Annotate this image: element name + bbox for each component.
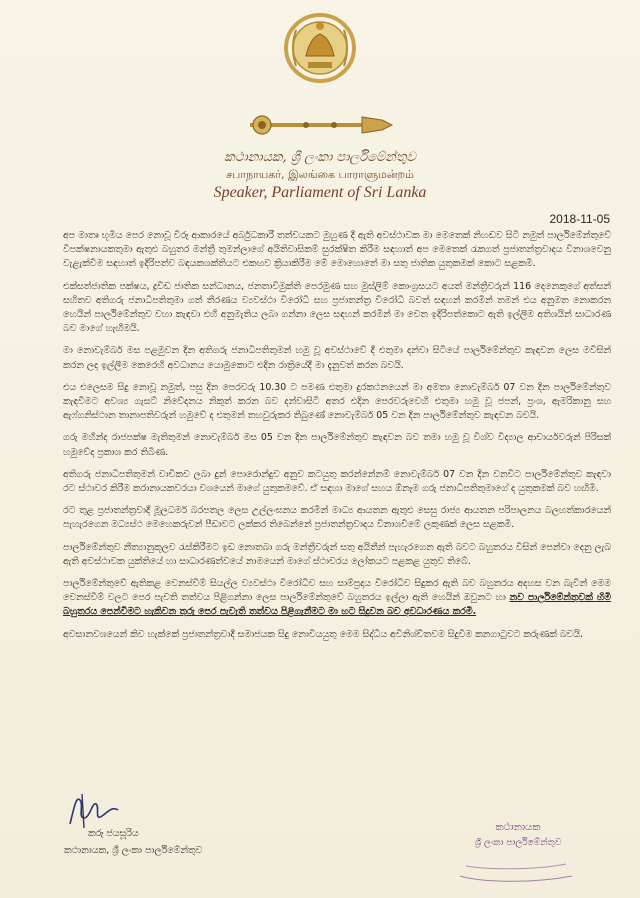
letterhead-sinhala: කථානායක, ශ්‍රී ලංකා පාර්ලිමේන්තුව (224, 150, 416, 165)
handwritten-signature (62, 788, 142, 832)
seal-line-1: කථානායක (495, 822, 541, 833)
paragraph-3: මා නොවැම්බර් මස පළමුවන දින අතිගරු ජනාධිපතිතුමන් හමු වූ අවස්ථාවේ දී එතුමා දන්වා සිටියේ පාර්ලිමේන්තුව කැඳවන ලෙස මවිසින් කරන ලද ඉල්ලීම කෙරෙහි අවධානය යොමුකොට එදින රාත්‍රියේදී මා දැනුවත් කරන බවයි. (63, 345, 611, 371)
paragraph-5: ගරු මහින්ද රාජපක්ෂ මැතිතුමන් නොවැම්බර් මස 05 වන දින පාර්ලිමේන්තුව කැඳවන බව තමා හමු වූ විශ්ව විද්‍යාල ආචාර්යවරුන් පිරිසක් හමුවේද ප්‍රකාශ කර තිබිණ. (63, 432, 611, 458)
paragraph-9-emphasis: නව පාර්ලිමේන්තුවක් හිමි බහුතරය පෙන්වීමට හැකිවන තුරු පෙර පැවැති තත්වය පිළිගැනීමට මා හට සිදුවන බව අවධාරණය කරමි. (63, 592, 611, 618)
letterhead-tamil: சபாநாயகர், இலங்கை பாராளுமன்றம் (226, 168, 414, 181)
paragraph-2: එක්සත්ජාතික පක්ෂය, ද්‍රවිඩ ජාතික සන්ධානය, ජනතාවිමුක්ති පෙරමුණ සහ මුස්ලිම් කොංග්‍රසයට අයත් මන්ත්‍රීවරුන් 116 දෙනෙකුගේ අත්සන් සහිතව අතිගරු ජනාධිපතිතුමා ගත් තීරණය ව්‍යවස්ථා විරෝධී සහ ප්‍රජාතන්ත්‍ර විරෝධී බවත් සඳහන් කරමින් තමන් එය අනුමත නොකරන හෙයින් පාර්ලිමේන්තුව වහා කැඳවා එහි අනුමැතිය ලබා ගන්නා ලෙස සඳහන් කරමින් මා වෙත ඉදිරිපත්කොට ඇති ඉල්ලීම අතිශයින් සාධාරණ බව මාගේ හැඟීමයි. (63, 280, 611, 335)
letter-body (63, 229, 611, 650)
paragraph-9 (63, 577, 611, 620)
paragraph-8: පාර්ලිමේන්තුව නීත්‍යානුකූලව රැස්කිරීමට ඉඩ නොතබා ගරු මන්ත්‍රීවරුන් සතු අයිතීන් පැහැරගෙන ඇති බවට බහුතරය විසින් පෙන්වා දෙනු ලැබ ඇති අවස්ථාවක යුක්තියේ හා සාධාරණත්වයේ නාමයෙන් මාගේ ස්ථාවරය ලෝකයට පළකළ යුතුව තිබේ. (63, 541, 611, 567)
mace-icon (246, 112, 394, 138)
seal-line-2: ශ්‍රී ලංකා පාර්ලිමේන්තුව (474, 838, 562, 848)
letterhead-english: Speaker, Parliament of Sri Lanka (213, 184, 427, 201)
paragraph-10: අවසානවශයෙන් කිව හැක්කේ ප්‍රජාතන්ත්‍රවාදී සමාජයක සිදු නොවියයුතු මෙම සිද්ධිය අවිනිශ්චිතවම සිදුවීම කනගාටුවට කරුණක් බවයි. (63, 628, 584, 640)
signatory-title: කථානායක, ශ්‍රී ලංකා පාර්ලිමේන්තුව (64, 845, 203, 856)
letter-date: 2018-11-05 (549, 212, 610, 226)
paragraph-1: අප මාතෘ භූමිය පෙර නොවූ විරූ ආකාරයේ අර්බුධකාරී තත්වයකට මුහුණ දී ඇති අවස්ථාවක මා මෙතෙක් නිහඬව සිටි නමුත් පාර්ලිමේන්තුවේ විපක්ෂනායකතුමා ඇතුළු බහුතර මන්ත්‍රී තුමන්ලාගේ අයිතිවාසිකම් සුරක්ෂිත කිරීම සඳහාත් අප මෙතෙක් රැකගත් ප්‍රජාතන්ත්‍රවාදය විනාශවෙනු වැළැක්වීම සඳහාත් ඉදිරිපත්ව බඳයකශක්තියට එකඟව ක්‍රියාකිරීම මේ මොහොතේ මා සතු ජාතික යුතුකමක් කොට සළකමි. (63, 230, 611, 270)
paragraph-7: රට තුළ ප්‍රජාතන්ත්‍රවාදී මූලධර්ම බරපතල ලෙස උල්ලංඝනය කරමින් මාධ්‍ය ආයතන ඇතුළු සෙසු රාජ්‍ය ආයතන පරිපාලනය බලහත්කාරයෙන් පැහැරගෙන මධ්‍යස්ථ මෙහෙකරුවන් පීඩාවට ලක්කර තිබෙන්නේ ප්‍රජාතන්ත්‍රවාදය විනාශවීමේ ලකුණක් ලෙස සළකමි. (63, 505, 611, 531)
signatory-name: කරූ ජයසූරිය (88, 828, 139, 839)
paragraph-6: අතිගරු ජනාධිපතිතුමන් වාචිකව ලබා දුන් පොරොන්දුව අනුව කටයුතු කරන්නේනම් නොවැම්බර් 07 වන දින වනවිට පාර්ලිමේන්තුව කැඳවා රට ස්ථාවර කිරීම කරානායකවරයා වශයෙන් මාගේ යුතුකමවේ. ඒ සඳහා මාගේ සහය ඕනෑම ගරු ජනාධිපතිතුමාගේ ද යුතුකමක් බව හඟිමි. (63, 468, 611, 495)
paragraph-9-text: පාර්ලිමේන්තුවේ ඇතිකළ වෙනස්වීම් සියල්ල ව්‍යවස්ථා විරෝධීව සහ සාම්ප්‍රදාය විරෝධීව සිදුකර ඇති බව බහුතරය අදහස වන බැවින් මෙම වෙනස්වීම් වලට පෙර පැවති තත්වය පිළිගන්නා ලෙස පාර්ලිමේන්තුවේ බහුතරය ඉල්ලා ඇති හෙයින් ඔවුනට හා (63, 578, 611, 604)
sri-lanka-emblem-icon (282, 12, 358, 84)
paragraph-4: එය එලෙසම සිදු නොවූ නමුත්, පසු දින පෙරවරු 10.30 ට පමණ එතුමා දුරකථනයෙන් මා අමතා නොවැම්බර් 07 වන දින පාර්ලිමේන්තුව කැඳවීමට අවශ්‍ය ගැසට් නිවේදනය නිකුත් කරන බව දන්වාසිටි අතර එදින පෙරවරුවෙහි එතුමා හමු වූ ජපන්, ප්‍රංශ, ඇමරිකානු සහ ඇෆ්ගනිස්ථාන තානාපතිවරුන් හමුවේ ද එතුමන් තහවුරුකර තිබුණේ නොවැම්බර් 05 වන දින පාර්ලිමේන්තුව කැඳවන බවයි. (63, 381, 611, 422)
